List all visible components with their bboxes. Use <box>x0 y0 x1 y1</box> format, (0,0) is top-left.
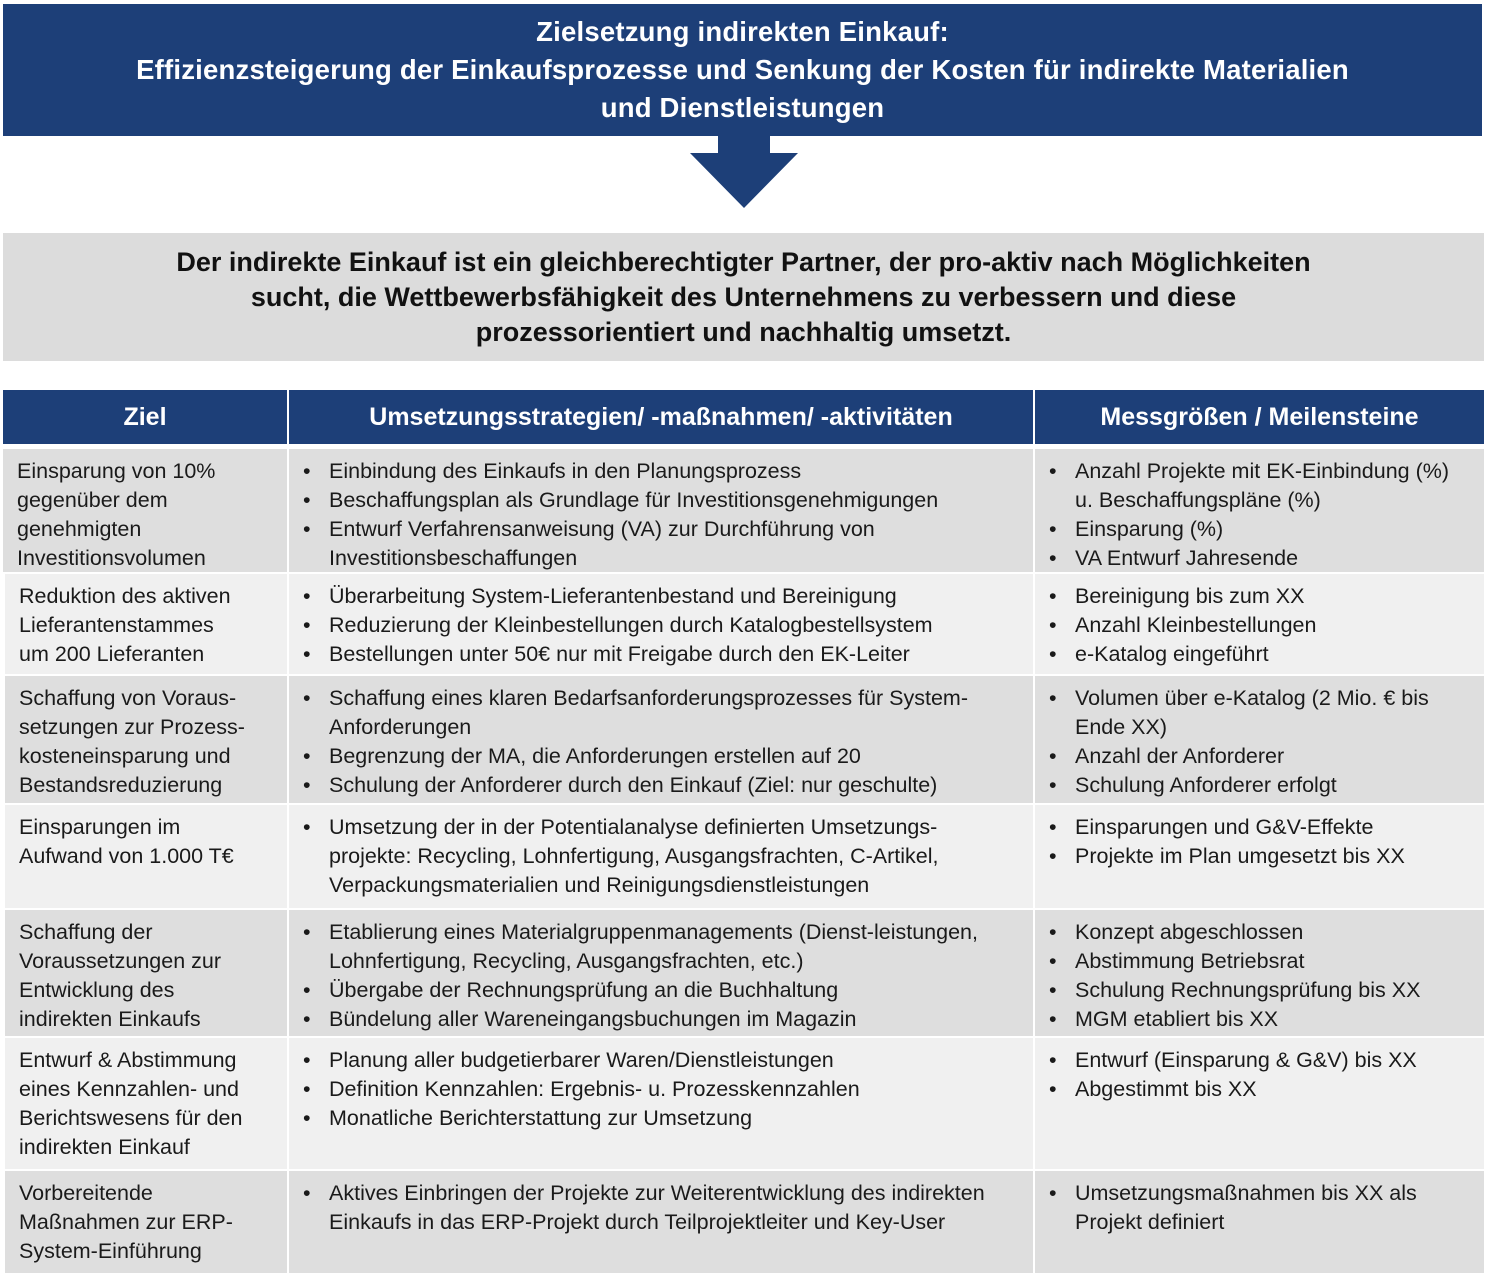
ziel-line: eines Kennzahlen- und <box>19 1077 239 1101</box>
goal-banner-line: Effizienzsteigerung der Einkaufsprozesse und Senkung der Kosten für indirekte Materialien <box>136 54 1349 85</box>
ziel-line: Bestandsreduzierung <box>19 773 223 797</box>
massnahmen-cell <box>287 676 1033 805</box>
ziel-cell <box>3 574 287 676</box>
massnahmen-cell <box>287 1038 1033 1171</box>
massnahmen-list <box>303 918 1019 1034</box>
messgroesse-item: • e-Katalog eingeführt <box>1049 640 1470 669</box>
mission-line: sucht, die Wettbewerbsfähigkeit des Unternehmens zu verbessern und diese <box>250 281 1237 312</box>
messgroesse-item: • Anzahl der Anforderer <box>1049 742 1470 771</box>
messgroesse-item: • Einsparung (%) <box>1049 515 1470 544</box>
massnahme-item: • Einbindung des Einkaufs in den Planungsprozess <box>303 457 1019 486</box>
ziel-cell <box>3 1038 287 1171</box>
ziel-line: Lieferantenstammes <box>19 613 214 637</box>
massnahme-item: • Planung aller budgetierbarer Waren/Dienstleistungen <box>303 1046 1019 1075</box>
ziel-line: Vorbereitende <box>19 1181 153 1205</box>
goal-banner-line: Zielsetzung indirekten Einkauf: <box>536 16 949 47</box>
ziel-line: Schaffung von Voraus- <box>19 686 237 710</box>
messgroessen-cell <box>1033 574 1484 676</box>
messgroesse-item: • Bereinigung bis zum XX <box>1049 582 1470 611</box>
messgroesse-item: • Anzahl Kleinbestellungen <box>1049 611 1470 640</box>
messgroesse-item: • Volumen über e-Katalog (2 Mio. € bis Ende XX) <box>1049 684 1470 742</box>
ziel-line: Berichtswesens für den <box>19 1106 243 1130</box>
messgroesse-item: • Schulung Anforderer erfolgt <box>1049 771 1470 800</box>
massnahme-item: • Bestellungen unter 50€ nur mit Freigabe durch den EK-Leiter <box>303 640 1019 669</box>
messgroesse-item: • Abgestimmt bis XX <box>1049 1075 1470 1104</box>
ziel-line: Voraussetzungen zur <box>19 949 221 973</box>
mission-line: Der indirekte Einkauf ist ein gleichberechtigter Partner, der pro-aktiv nach Möglichkeiten <box>176 246 1311 277</box>
massnahmen-cell <box>287 1171 1033 1275</box>
massnahmen-cell <box>287 449 1033 574</box>
massnahmen-list <box>303 582 1019 669</box>
mission-statement <box>3 233 1484 361</box>
objectives-table <box>3 390 1484 1275</box>
massnahme-item: • Reduzierung der Kleinbestellungen durch Katalogbestellsystem <box>303 611 1019 640</box>
messgroesse-item: • Konzept abgeschlossen <box>1049 918 1470 947</box>
massnahme-item: • Überarbeitung System-Lieferantenbestand und Bereinigung <box>303 582 1019 611</box>
messgroesse-item: • Umsetzungsmaßnahmen bis XX als Projekt definiert <box>1049 1179 1470 1237</box>
messgroesse-item: • Anzahl Projekte mit EK-Einbindung (%) u. Beschaffungspläne (%) <box>1049 457 1470 515</box>
goal-banner-line: und Dienstleistungen <box>600 92 885 123</box>
messgroessen-cell <box>1033 1171 1484 1275</box>
ziel-line: Maßnahmen zur ERP- <box>19 1210 233 1234</box>
ziel-line: Schaffung der <box>19 920 153 944</box>
massnahmen-list <box>303 1046 1019 1133</box>
ziel-line: indirekten Einkaufs <box>19 1007 201 1031</box>
ziel-line: Einsparungen im <box>19 815 181 839</box>
ziel-line: genehmigten <box>17 517 142 541</box>
massnahme-item: • Entwurf Verfahrensanweisung (VA) zur Durchführung von Investitionsbeschaffungen <box>303 515 1019 573</box>
ziel-cell <box>3 805 287 910</box>
messgroesse-item: • VA Entwurf Jahresende <box>1049 544 1470 573</box>
ziel-line: System-Einführung <box>19 1239 202 1263</box>
massnahmen-list <box>303 457 1019 573</box>
messgroessen-list <box>1049 1046 1470 1104</box>
ziel-line: setzungen zur Prozess- <box>19 715 245 739</box>
messgroessen-list <box>1049 1179 1470 1237</box>
ziel-line: Investitionsvolumen <box>17 546 206 570</box>
ziel-line: indirekten Einkauf <box>19 1135 190 1159</box>
messgroessen-list <box>1049 457 1470 573</box>
ziel-line: um 200 Lieferanten <box>19 642 205 666</box>
massnahmen-list <box>303 1179 1019 1237</box>
messgroesse-item: • Entwurf (Einsparung & G&V) bis XX <box>1049 1046 1470 1075</box>
goal-banner <box>3 4 1482 136</box>
messgroesse-item: • Projekte im Plan umgesetzt bis XX <box>1049 842 1470 871</box>
messgroessen-cell <box>1033 1038 1484 1171</box>
header-messgroessen: Messgrößen / Meilensteine <box>1033 390 1484 444</box>
massnahme-item: • Schaffung eines klaren Bedarfsanforderungsprozesses für System-Anforderungen <box>303 684 1019 742</box>
messgroessen-cell <box>1033 676 1484 805</box>
ziel-line: Entwurf & Abstimmung <box>19 1048 237 1072</box>
ziel-line: Aufwand von 1.000 T€ <box>19 844 234 868</box>
ziel-cell <box>3 910 287 1038</box>
messgroessen-list <box>1049 813 1470 871</box>
massnahmen-list <box>303 813 1019 900</box>
massnahmen-cell <box>287 805 1033 910</box>
massnahme-item: • Bündelung aller Wareneingangsbuchungen im Magazin <box>303 1005 1019 1034</box>
mission-line: prozessorientiert und nachhaltig umsetzt. <box>475 316 1012 347</box>
massnahme-item: • Begrenzung der MA, die Anforderungen erstellen auf 20 <box>303 742 1019 771</box>
down-arrow-icon <box>690 135 798 208</box>
messgroessen-cell <box>1033 805 1484 910</box>
messgroessen-list <box>1049 918 1470 1034</box>
massnahme-item: • Umsetzung der in der Potentialanalyse definierten Umsetzungs-projekte: Recycling, Lohnfertigung, Ausgangsfrachten, C-Artikel, Verpackungsmaterialien und Reinigungsdienstleistungen <box>303 813 1019 900</box>
messgroesse-item: • Einsparungen und G&V-Effekte <box>1049 813 1470 842</box>
massnahmen-cell <box>287 574 1033 676</box>
ziel-line: kosteneinsparung und <box>19 744 231 768</box>
ziel-line: gegenüber dem <box>17 488 168 512</box>
massnahme-item: • Etablierung eines Materialgruppenmanagements (Dienst-leistungen, Lohnfertigung, Recycling, Ausgangsfrachten, etc.) <box>303 918 1019 976</box>
header-ziel: Ziel <box>3 390 287 444</box>
ziel-cell <box>3 1171 287 1275</box>
ziel-cell <box>3 676 287 805</box>
messgroesse-item: • Schulung Rechnungsprüfung bis XX <box>1049 976 1470 1005</box>
massnahme-item: • Beschaffungsplan als Grundlage für Investitionsgenehmigungen <box>303 486 1019 515</box>
ziel-cell <box>3 449 287 574</box>
messgroessen-list <box>1049 582 1470 669</box>
massnahme-item: • Definition Kennzahlen: Ergebnis- u. Prozesskennzahlen <box>303 1075 1019 1104</box>
ziel-line: Entwicklung des <box>19 978 175 1002</box>
massnahme-item: • Aktives Einbringen der Projekte zur Weiterentwicklung des indirekten Einkaufs in das ERP-Projekt durch Teilprojektleiter und Key-User <box>303 1179 1019 1237</box>
header-massnahmen: Umsetzungsstrategien/ -maßnahmen/ -aktivitäten <box>287 390 1033 444</box>
messgroessen-list <box>1049 684 1470 800</box>
messgroesse-item: • Abstimmung Betriebsrat <box>1049 947 1470 976</box>
messgroessen-cell <box>1033 910 1484 1038</box>
messgroesse-item: • MGM etabliert bis XX <box>1049 1005 1470 1034</box>
massnahme-item: • Übergabe der Rechnungsprüfung an die Buchhaltung <box>303 976 1019 1005</box>
ziel-line: Reduktion des aktiven <box>19 584 231 608</box>
ziel-line: Einsparung von 10% <box>17 459 216 483</box>
massnahme-item: • Schulung der Anforderer durch den Einkauf (Ziel: nur geschulte) <box>303 771 1019 800</box>
massnahmen-list <box>303 684 1019 800</box>
massnahmen-cell <box>287 910 1033 1038</box>
messgroessen-cell <box>1033 449 1484 574</box>
massnahme-item: • Monatliche Berichterstattung zur Umsetzung <box>303 1104 1019 1133</box>
